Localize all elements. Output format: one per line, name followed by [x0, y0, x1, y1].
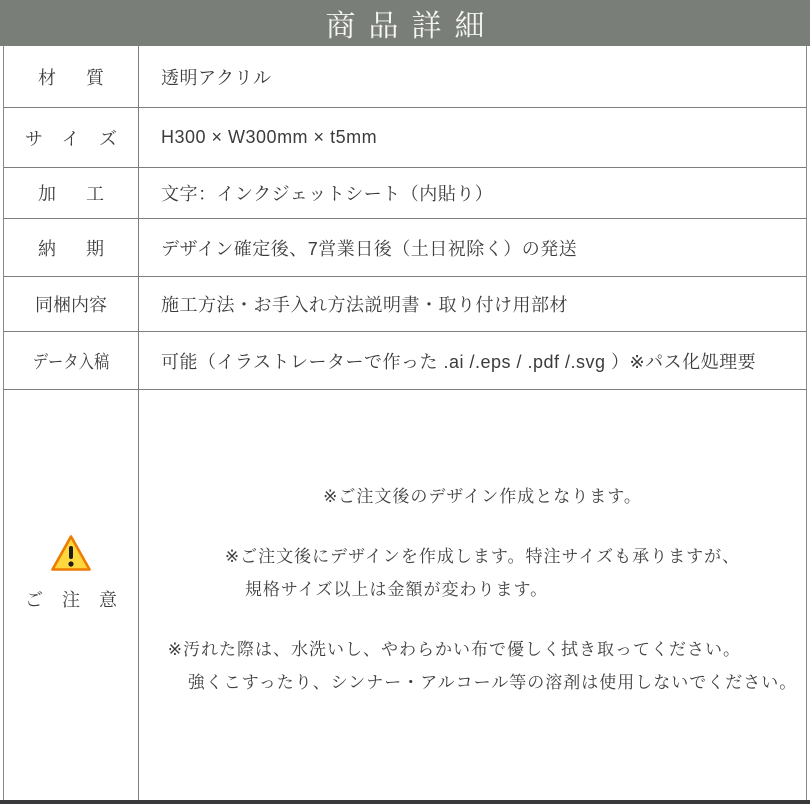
note-line: ※ご注文後にデザインを作成します。特注サイズも承りますが、 [224, 546, 741, 566]
note-line: 強くこすったり、シンナー・アルコール等の溶剤は使用しないでください。 [187, 672, 798, 692]
caution-row [4, 390, 806, 800]
spec-row-material [4, 46, 806, 108]
spec-row-delivery [4, 219, 806, 277]
spec-label-text: 同梱内容 [35, 295, 107, 315]
spec-row-included-items [4, 277, 806, 332]
spec-value-material: 透明アクリル [161, 67, 272, 88]
spec-value-processing: 文字：インクジェットシート（内貼り） [161, 184, 494, 204]
spec-label-text: 納期 [38, 238, 104, 259]
spec-label-text: データ入稿 [32, 351, 110, 372]
note-line: ※ご注文後のデザイン作成となります。 [323, 486, 642, 506]
spec-label-text: サイズ [25, 128, 117, 149]
caution-label-text: ご注意 [25, 590, 117, 610]
spec-value-delivery: デザイン確定後、7営業日後（土日祝除く）の発送 [161, 238, 578, 259]
caution-note-2 [225, 540, 740, 606]
spec-label-text: 材質 [38, 67, 104, 88]
caution-label-cell [4, 390, 139, 800]
caution-note-3 [168, 633, 798, 699]
spec-value-data-submission: 可能（イラストレーターで作った .ai /.eps / .pdf /.svg ）※パス化処理要 [161, 351, 757, 372]
spec-row-data-submission [4, 332, 806, 390]
caution-notes [139, 390, 806, 800]
caution-note-1 [323, 480, 642, 513]
spec-label-material [4, 46, 139, 107]
spec-label-data-submission [4, 332, 139, 389]
note-line: ※汚れた際は、水洗いし、やわらかい布で優しく拭き取ってください。 [167, 639, 741, 659]
product-detail-header [0, 0, 810, 46]
spec-label-included-items [4, 277, 139, 331]
spec-row-size [4, 108, 806, 168]
bottom-border-bar [0, 800, 810, 804]
page-title: 商品詳細 [325, 10, 498, 43]
note-line: 規格サイズ以上は金額が変わります。 [244, 579, 549, 599]
spec-value-included-items: 施工方法・お手入れ方法説明書・取り付け用部材 [161, 295, 568, 315]
spec-value-size: H300 × W300mm × t5mm [161, 127, 378, 147]
spec-label-processing [4, 168, 139, 218]
spec-label-text: 加工 [38, 184, 104, 204]
spec-label-size [4, 108, 139, 167]
product-spec-table [3, 46, 807, 800]
spec-label-delivery [4, 219, 139, 276]
warning-triangle-icon [49, 533, 93, 573]
spec-row-processing [4, 168, 806, 219]
